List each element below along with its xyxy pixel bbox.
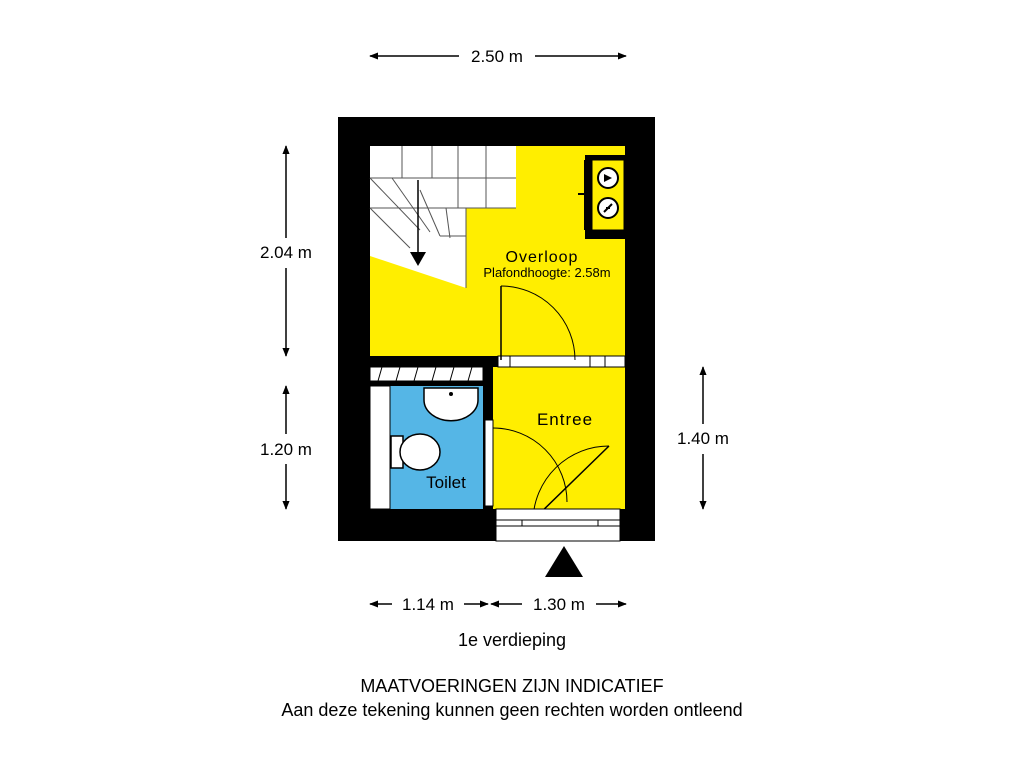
room-entree bbox=[493, 367, 625, 509]
dim-bottom-right: 1.30 m bbox=[533, 595, 585, 614]
dim-left-upper: 2.04 m bbox=[260, 243, 312, 262]
toilet-bowl-icon bbox=[391, 434, 440, 470]
floor-label: 1e verdieping bbox=[457, 630, 567, 650]
toilet-door-frame bbox=[485, 420, 493, 506]
meter-cupboard bbox=[578, 155, 629, 239]
disclaimer-line-1: MAATVOERINGEN ZIJN INDICATIEF bbox=[360, 676, 664, 696]
dim-left-lower: 1.20 m bbox=[260, 440, 312, 459]
entrance-marker-icon bbox=[545, 546, 583, 577]
dim-right: 1.40 m bbox=[677, 429, 729, 448]
ceiling-height-label: Plafondhoogte: 2.58m bbox=[483, 265, 611, 280]
dim-top-width: 2.50 m bbox=[471, 47, 523, 66]
dim-bottom-left: 1.14 m bbox=[402, 595, 454, 614]
toilet-shelf bbox=[370, 367, 483, 381]
toilet-niche bbox=[370, 386, 390, 509]
entrance-opening bbox=[496, 509, 620, 541]
overloop-label: Overloop bbox=[505, 249, 579, 266]
disclaimer-line-2: Aan deze tekening kunnen geen rechten worden ontleend bbox=[281, 700, 743, 720]
toilet-label: Toilet bbox=[426, 473, 466, 492]
door-opening-overloop bbox=[498, 356, 625, 367]
entree-label: Entree bbox=[536, 410, 594, 429]
